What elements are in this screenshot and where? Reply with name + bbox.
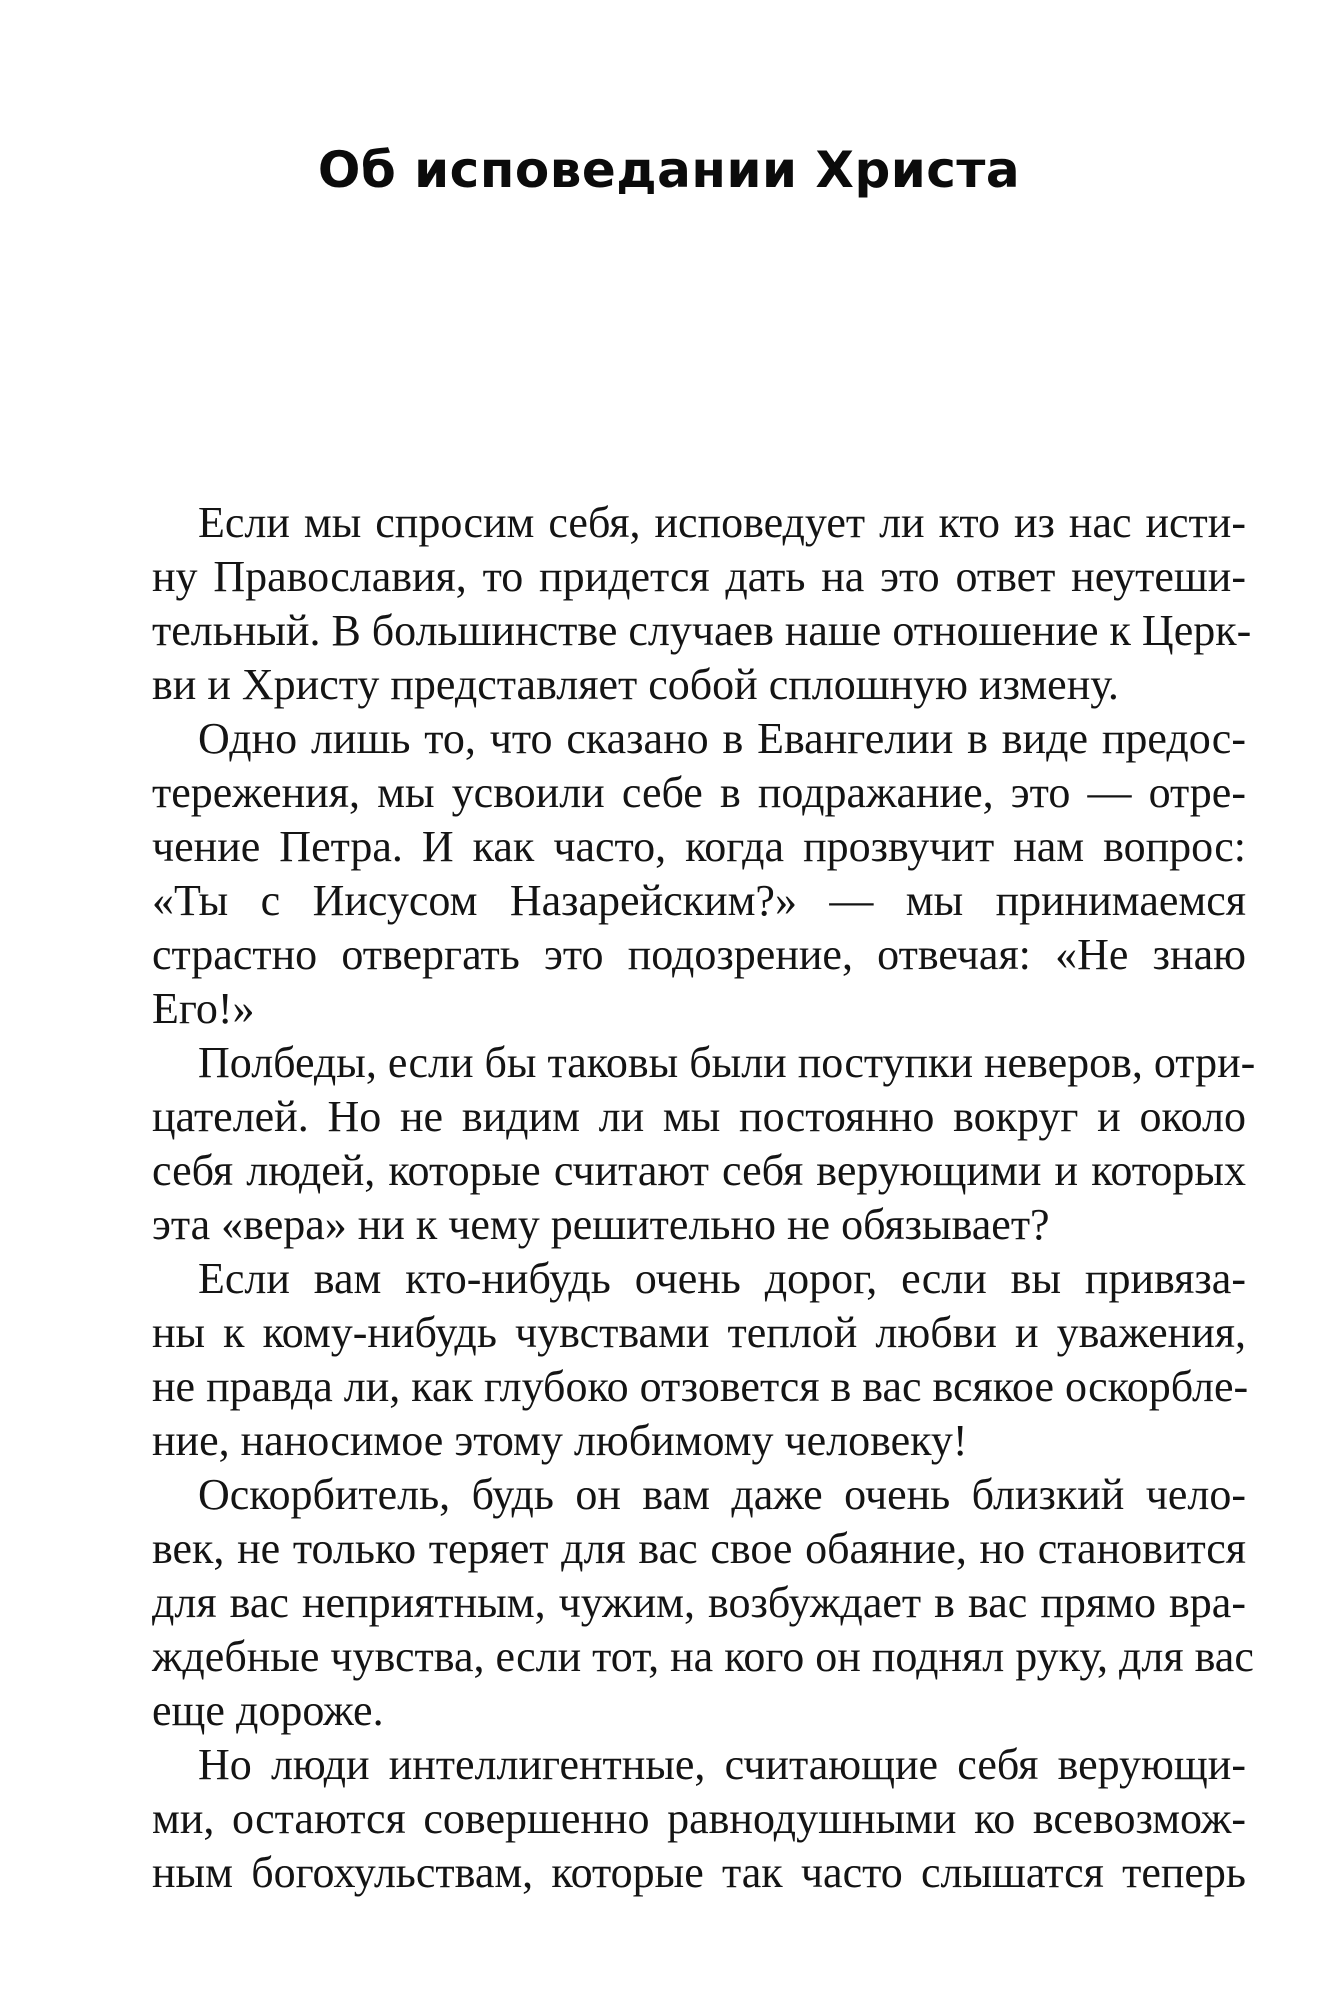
text-line: для вас неприятным, чужим, возбуждает в вас прямо вра- [152,1578,1246,1627]
paragraph-2 [152,712,1246,1036]
text-line: Оскорбитель, будь он вам даже очень близкий чело- [198,1470,1246,1519]
text-line: Но люди интеллигентные, считающие себя верующи- [198,1740,1246,1789]
text-line: ви и Христу представляет собой сплошную измену. [152,660,1119,709]
text-line: ным богохульствам, которые так часто слышатся теперь [152,1848,1246,1897]
text-line: чение Петра. И как часто, когда прозвучит нам вопрос: [152,822,1246,871]
text-line: Если вам кто-нибудь очень дорог, если вы привяза- [198,1254,1246,1303]
text-line: еще дороже. [152,1686,384,1735]
text-line: ми, остаются совершенно равнодушными ко всевозмож- [152,1794,1246,1843]
text-line: тельный. В большинстве случаев наше отношение к Церк- [152,606,1252,655]
body-text [152,496,1256,1900]
paragraph-1 [152,496,1252,712]
text-line: Одно лишь то, что сказано в Евангелии в виде предос- [198,714,1246,763]
text-line: ны к кому-нибудь чувствами теплой любви и уважения, [152,1308,1246,1357]
text-line: эта «вера» ни к чему решительно не обязывает? [152,1200,1050,1249]
text-line: цателей. Но не видим ли мы постоянно вокруг и около [152,1092,1246,1141]
paragraph-4 [152,1252,1249,1468]
paragraph-6 [152,1738,1246,1900]
text-line: Его!» [152,984,255,1033]
text-line: Полбеды, если бы таковы были поступки неверов, отри- [198,1038,1256,1087]
text-line: «Ты с Иисусом Назарейским?» — мы принимаемся [152,876,1246,925]
paragraph-5 [152,1468,1254,1738]
text-line: ждебные чувства, если тот, на кого он поднял руку, для вас [152,1632,1254,1681]
text-line: страстно отвергать это подозрение, отвечая: «Не знаю [152,930,1246,979]
text-line: Если мы спросим себя, исповедует ли кто из нас исти- [198,498,1246,547]
text-line: себя людей, которые считают себя верующими и которых [152,1146,1246,1195]
text-line: ну Православия, то придется дать на это ответ неутеши- [152,552,1246,601]
paragraph-3 [152,1036,1256,1252]
page-title: Об исповедании Христа [317,141,1021,199]
text-line: ние, наносимое этому любимому человеку! [152,1416,968,1465]
text-line: не правда ли, как глубоко отзовется в вас всякое оскорбле- [152,1362,1249,1411]
text-line: тережения, мы усвоили себе в подражание, это — отре- [152,768,1246,817]
text-line: век, не только теряет для вас свое обаяние, но становится [152,1524,1246,1573]
